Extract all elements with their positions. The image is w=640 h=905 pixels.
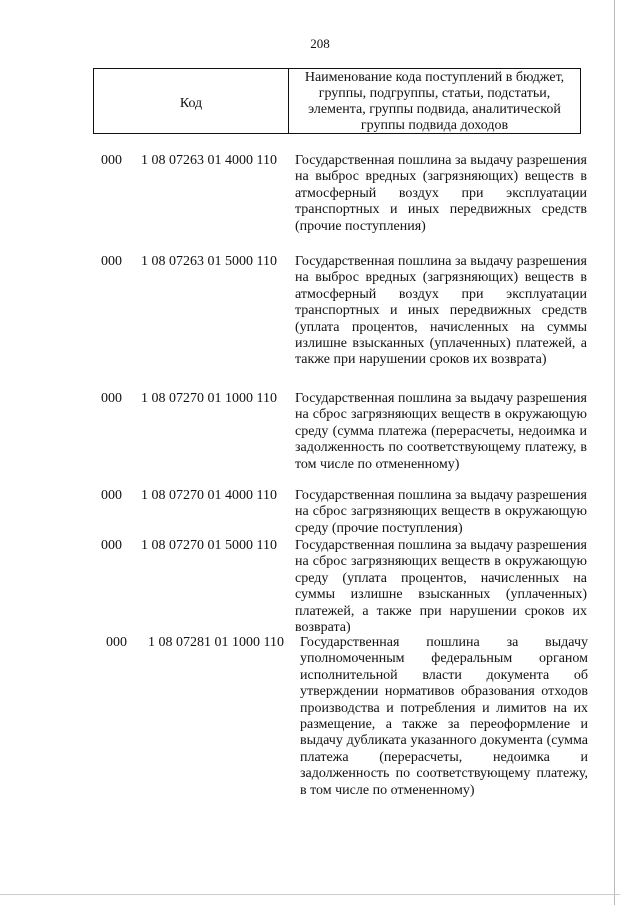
row-admin-code: 000	[101, 488, 122, 503]
row-description: Государственная пошлина за выдачу уполномоченным федеральным органом исполнительной власти документа об утверждении нормативов образования отходов производства и потребления и лимитов на их размещение, а также за переоформление и выдачу дубликата указанного документа (сумма платежа (перерасчеты, недоимка и задолженность по соответствующему платежу, в том числе по отмененному)	[300, 635, 588, 798]
table-row	[0, 153, 640, 254]
row-admin-code: 000	[101, 254, 122, 269]
table-body	[0, 153, 640, 799]
page-number: 208	[310, 36, 330, 51]
scan-edge-line	[614, 0, 615, 905]
row-admin-code: 000	[101, 391, 122, 406]
row-description: Государственная пошлина за выдачу разрешения на сброс загрязняющих веществ в окружающую среду (уплата процентов, начисленных на суммы излишне взысканных (уплаченных) платежей, а также при нарушении сроков их возврата)	[295, 538, 587, 636]
table-header	[93, 68, 581, 134]
header-code-label: Код	[94, 69, 289, 133]
row-budget-code: 1 08 07281 01 1000 110	[148, 635, 284, 650]
row-budget-code: 1 08 07263 01 4000 110	[141, 153, 277, 168]
header-name-label: Наименование кода поступлений в бюджет, группы, подгруппы, статьи, подстатьи, элемента, группы подвида, аналитической группы подвида доходов	[304, 70, 565, 133]
row-budget-code: 1 08 07270 01 4000 110	[141, 488, 277, 503]
row-description: Государственная пошлина за выдачу разрешения на сброс загрязняющих веществ в окружающую среду (сумма платежа (перерасчеты, недоимка и задолженность по соответствующему платежу, в том числе по отмененному)	[295, 391, 587, 472]
row-description: Государственная пошлина за выдачу разрешения на выброс вредных (загрязняющих) веществ в атмосферный воздух при эксплуатации транспортных и иных передвижных средств (прочие поступления)	[295, 153, 587, 234]
row-description: Государственная пошлина за выдачу разрешения на сброс загрязняющих веществ в окружающую среду (прочие поступления)	[295, 488, 587, 536]
table-row	[0, 538, 640, 635]
table-row	[0, 488, 640, 538]
table-row	[0, 254, 640, 391]
row-admin-code: 000	[106, 635, 127, 650]
row-admin-code: 000	[101, 538, 122, 553]
row-admin-code: 000	[101, 153, 122, 168]
row-budget-code: 1 08 07270 01 5000 110	[141, 538, 277, 553]
scan-bottom-line	[0, 894, 620, 895]
table-row	[0, 635, 640, 799]
table-row	[0, 391, 640, 488]
row-budget-code: 1 08 07263 01 5000 110	[141, 254, 277, 269]
row-budget-code: 1 08 07270 01 1000 110	[141, 391, 277, 406]
row-description: Государственная пошлина за выдачу разрешения на выброс вредных (загрязняющих) веществ в атмосферный воздух при эксплуатации транспортных и иных передвижных средств (уплата процентов, начисленных на суммы излишне взысканных (уплаченных) платежей, а также при нарушении сроков их возврата)	[295, 254, 587, 368]
